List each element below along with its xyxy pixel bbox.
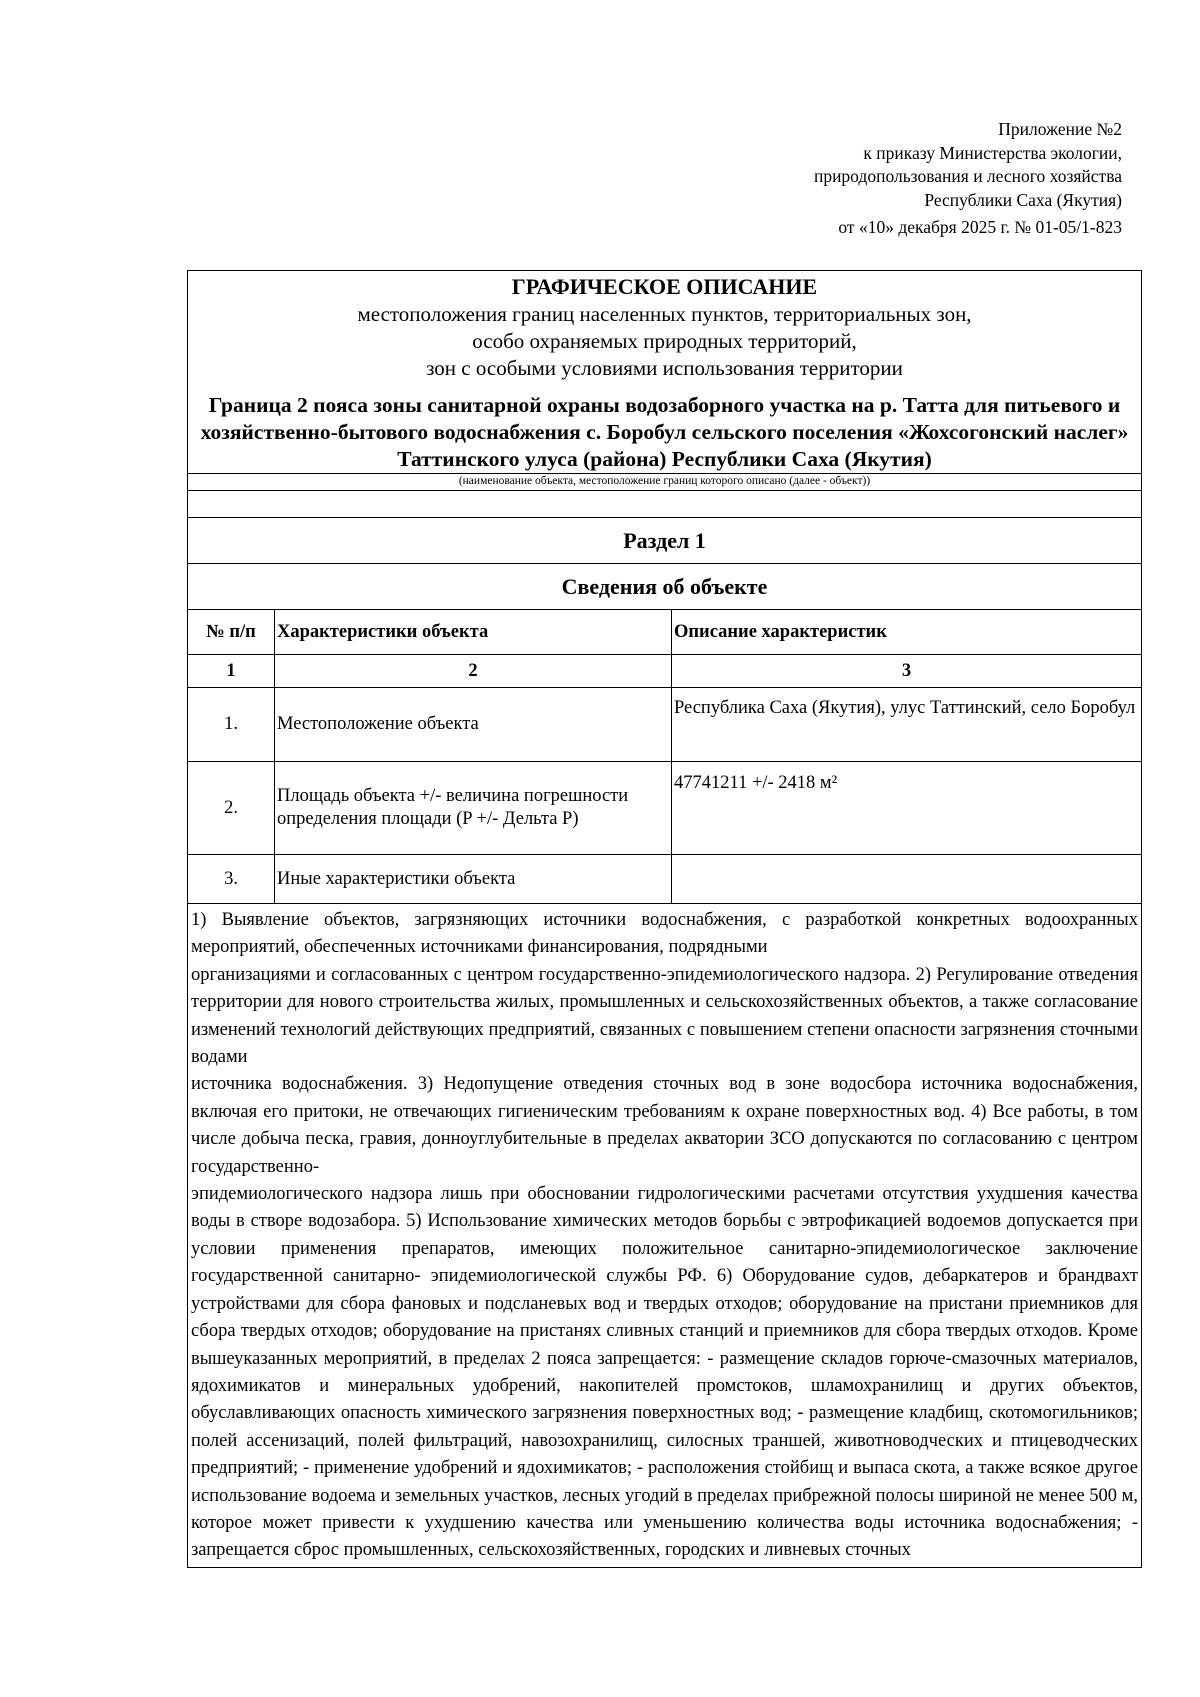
row-value: Республика Саха (Якутия), улус Таттинский, село Боробул bbox=[672, 688, 1142, 762]
column-number-2: 2 bbox=[275, 655, 672, 688]
table-row bbox=[188, 762, 1141, 855]
table-row bbox=[188, 855, 1141, 904]
title-block bbox=[188, 271, 1141, 490]
object-name: Граница 2 пояса зоны санитарной охраны водозаборного участка на р. Татта для питьевого и хозяйственно-бытового водоснабжения с. Боробул сельского поселения «Жохсогонский наслег» Таттинского улуса (района) Республики Саха (Якутия) bbox=[200, 393, 1129, 471]
row-number: 1. bbox=[188, 688, 275, 762]
row-characteristic: Иные характеристики объекта bbox=[275, 855, 672, 904]
row-number: 3. bbox=[188, 855, 275, 904]
description-paragraph: организациями и согласованных с центром государственно-эпидемиологического надзора. 2) Регулирование отведения территории для нового строительства жилых, промышленных и сельскохозяйственных объектов, а также согласование изменений технологий действующих предприятий, связанных с повышением степени опасности загрязнения сточными водами bbox=[191, 964, 1138, 1068]
document-subtitle-line-2: особо охраняемых природных территорий, bbox=[472, 329, 857, 353]
row-number: 2. bbox=[188, 762, 275, 855]
order-date-number: от «10» декабря 2025 г. № 01-05/1-823 bbox=[838, 217, 1122, 237]
document-subtitle-line-3: зон с особыми условиями использования территории bbox=[426, 356, 903, 380]
header-description: Описание характеристик bbox=[672, 610, 1142, 655]
column-number-3: 3 bbox=[672, 655, 1142, 688]
row-characteristic: Площадь объекта +/- величина погрешности определения площади (P +/- Дельта P) bbox=[275, 762, 672, 855]
header-characteristic: Характеристики объекта bbox=[275, 610, 672, 655]
row-value: 47741211 +/- 2418 м² bbox=[672, 762, 1142, 855]
ministry-line: природопользования и лесного хозяйства bbox=[813, 166, 1122, 186]
graphic-description-form bbox=[187, 270, 1142, 1568]
column-number-1: 1 bbox=[188, 655, 275, 688]
object-name-caption: (наименование объекта, местоположение границ которого описано (далее - объект)) bbox=[188, 473, 1141, 490]
blank-row bbox=[188, 490, 1141, 517]
object-characteristics-table bbox=[188, 609, 1141, 903]
description-paragraph: источника водоснабжения. 3) Недопущение отведения сточных вод в зоне водосбора источника водоснабжения, включая его притоки, не отвечающих гигиеническим требованиям к охране поверхностных вод. 4) Все работы, в том числе добыча песка, гравия, донноуглубительные в пределах акватории ЗСО допускаются по согласованию с центром государственно- bbox=[191, 1074, 1138, 1177]
table-row bbox=[188, 688, 1141, 762]
order-reference bbox=[814, 118, 1122, 240]
column-number-row bbox=[188, 655, 1141, 688]
table-header-row bbox=[188, 610, 1141, 655]
document-subtitle-line-1: местоположения границ населенных пунктов, территориальных зон, bbox=[357, 302, 972, 326]
document-title: ГРАФИЧЕСКОЕ ОПИСАНИЕ bbox=[511, 274, 818, 299]
header-number: № п/п bbox=[188, 610, 275, 655]
section-title: Раздел 1 bbox=[188, 517, 1141, 563]
appendix-label: Приложение №2 bbox=[998, 119, 1122, 139]
section-subtitle: Сведения об объекте bbox=[188, 563, 1141, 609]
description-paragraph: эпидемиологического надзора лишь при обосновании гидрологическими расчетами отсутствия ухудшения качества воды в створе водозабора. 5) Использование химических методов борьбы с эвтрофикацией водоемов допускается при условии применения препаратов, имеющих положительное санитарно-эпидемиологическое заключение государственной санитарно- эпидемиологической службы РФ. 6) Оборудование судов, дебаркатеров и брандвахт устройствами для сбора фановых и подсланевых вод и твердых отходов; оборудование на пристани приемников для сбора твердых отходов; оборудование на пристанях сливных станций и приемников для сбора твердых отходов. Кроме вышеуказанных мероприятий, в пределах 2 пояса запрещается: - размещение складов горюче-смазочных материалов, ядохимикатов и минеральных удобрений, накопителей промстоков, шламохранилищ и других объектов, обуславливающих опасность химического загрязнения поверхностных вод; - размещение кладбищ, скотомогильников; полей ассенизаций, полей фильтраций, навозохранилищ, силосных траншей, животноводческих и птицеводческих предприятий; - применение удобрений и ядохимикатов; - расположения стойбищ и выпаса скота, а также всякое другое использование водоема и земельных участков, лесных угодий в пределах прибрежной полосы шириной не менее 500 м, которое может привести к ухудшению качества или уменьшению количества воды источника водоснабжения; - запрещается сброс промышленных, сельскохозяйственных, городских и ливневых сточных bbox=[191, 1184, 1138, 1561]
description-paragraph: 1) Выявление объектов, загрязняющих источники водоснабжения, с разработкой конкретных водоохранных мероприятий, обеспеченных источниками финансирования, подрядными bbox=[191, 910, 1138, 958]
other-characteristics-text bbox=[188, 903, 1141, 1567]
row-characteristic: Местоположение объекта bbox=[275, 688, 672, 762]
row-value bbox=[672, 855, 1142, 904]
order-line: к приказу Министерства экологии, bbox=[863, 142, 1122, 163]
republic-line: Республики Саха (Якутия) bbox=[924, 189, 1122, 210]
